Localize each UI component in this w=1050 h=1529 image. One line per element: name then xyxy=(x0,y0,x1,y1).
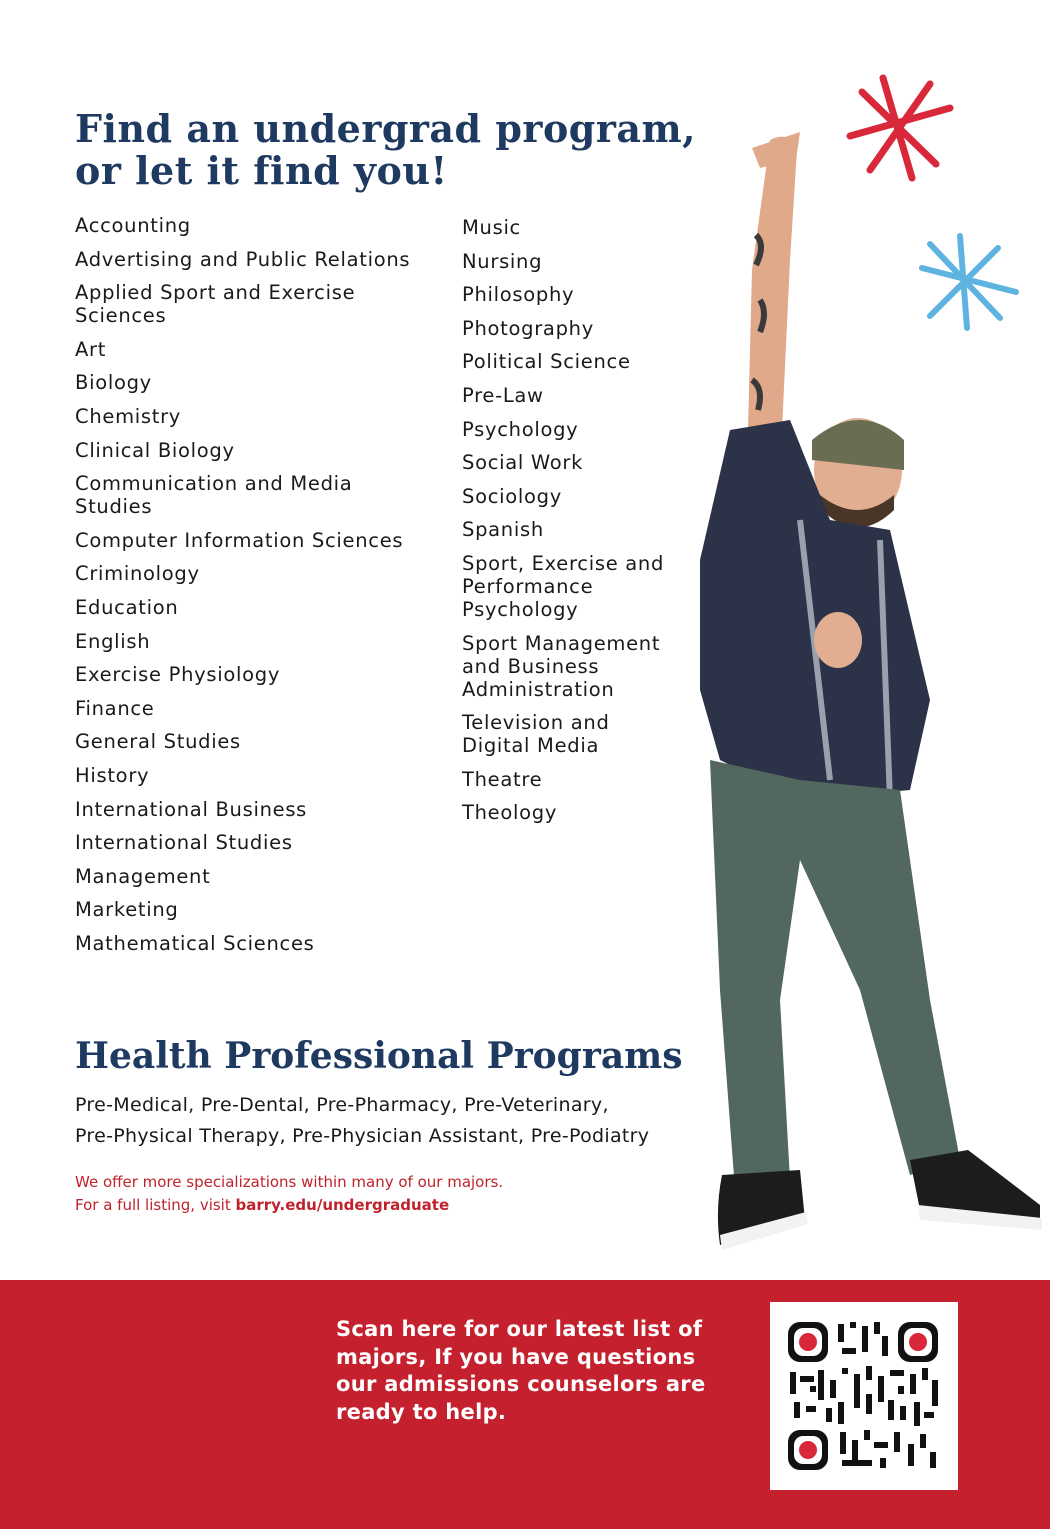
footer-line-2: majors, If you have questions xyxy=(336,1344,696,1369)
program-item: International Business xyxy=(75,797,308,821)
qr-code-graphic xyxy=(770,1302,958,1490)
program-item: Music xyxy=(462,216,521,239)
program-item: English xyxy=(75,629,151,653)
undergraduate-link[interactable]: barry.edu/undergraduate xyxy=(235,1196,450,1214)
program-item: Management xyxy=(75,864,211,888)
program-item: Exercise Physiology xyxy=(75,663,281,687)
program-item: Sport, Exercise and Performance Psychology xyxy=(462,551,665,621)
program-item: Biology xyxy=(75,371,152,395)
program-item: Television and Digital Media xyxy=(462,711,610,758)
program-item: Clinical Biology xyxy=(75,438,235,462)
star-burst-icon xyxy=(922,236,1016,328)
program-item: Theology xyxy=(462,801,558,825)
program-item: Accounting xyxy=(75,214,191,237)
health-line-2: Pre-Physical Therapy, Pre-Physician Assistant, Pre-Podiatry xyxy=(75,1125,650,1147)
program-item: Social Work xyxy=(462,451,584,475)
health-programs-list xyxy=(75,1090,735,1152)
note-line-2 xyxy=(75,1194,635,1217)
program-item: Chemistry xyxy=(75,404,182,428)
footer-message xyxy=(336,1316,736,1426)
program-item: History xyxy=(75,763,150,787)
program-item: Education xyxy=(75,595,179,619)
program-item: Pre-Law xyxy=(462,383,544,407)
program-item: Applied Sport and Exercise Sciences xyxy=(75,281,356,328)
program-item: Mathematical Sciences xyxy=(75,931,315,955)
note-line-1: We offer more specializations within many of our majors. xyxy=(75,1173,504,1191)
health-programs-title: Health Professional Programs xyxy=(75,1035,683,1077)
health-line-1: Pre-Medical, Pre-Dental, Pre-Pharmacy, Pre-Veterinary, xyxy=(75,1094,609,1116)
program-item: Sport Management and Business Administration xyxy=(462,631,661,701)
note-prefix: For a full listing, visit xyxy=(75,1196,236,1214)
program-item: Marketing xyxy=(75,898,179,922)
program-item: International Studies xyxy=(75,831,293,855)
program-item: Spanish xyxy=(462,518,544,542)
program-item: Photography xyxy=(462,316,594,340)
program-item: Nursing xyxy=(462,249,543,273)
program-item: Finance xyxy=(75,696,155,720)
program-item: Psychology xyxy=(462,417,579,441)
program-list-left xyxy=(75,214,455,965)
title-line-2: or let it find you! xyxy=(75,148,448,193)
person-reaching-illustration xyxy=(600,60,1050,1260)
program-item: Theatre xyxy=(462,767,543,791)
program-item: Philosophy xyxy=(462,283,575,307)
footer-line-1: Scan here for our latest list of xyxy=(336,1317,703,1341)
program-item: Political Science xyxy=(462,350,631,374)
program-item: Art xyxy=(75,337,107,361)
program-item: Advertising and Public Relations xyxy=(75,247,411,271)
program-item: Computer Information Sciences xyxy=(75,528,404,552)
footer-banner xyxy=(0,1280,1050,1529)
footer-line-3: our admissions counselors are xyxy=(336,1372,706,1396)
program-item: Criminology xyxy=(75,562,200,586)
footer-line-4: ready to help. xyxy=(336,1399,507,1424)
star-burst-icon xyxy=(850,78,950,178)
program-item: Sociology xyxy=(462,484,562,508)
program-item: Communication and Media Studies xyxy=(75,472,353,519)
specializations-note xyxy=(75,1171,635,1217)
title-line-1: Find an undergrad program, xyxy=(75,106,696,151)
program-item: General Studies xyxy=(75,730,241,754)
qr-code-icon[interactable] xyxy=(770,1302,958,1490)
